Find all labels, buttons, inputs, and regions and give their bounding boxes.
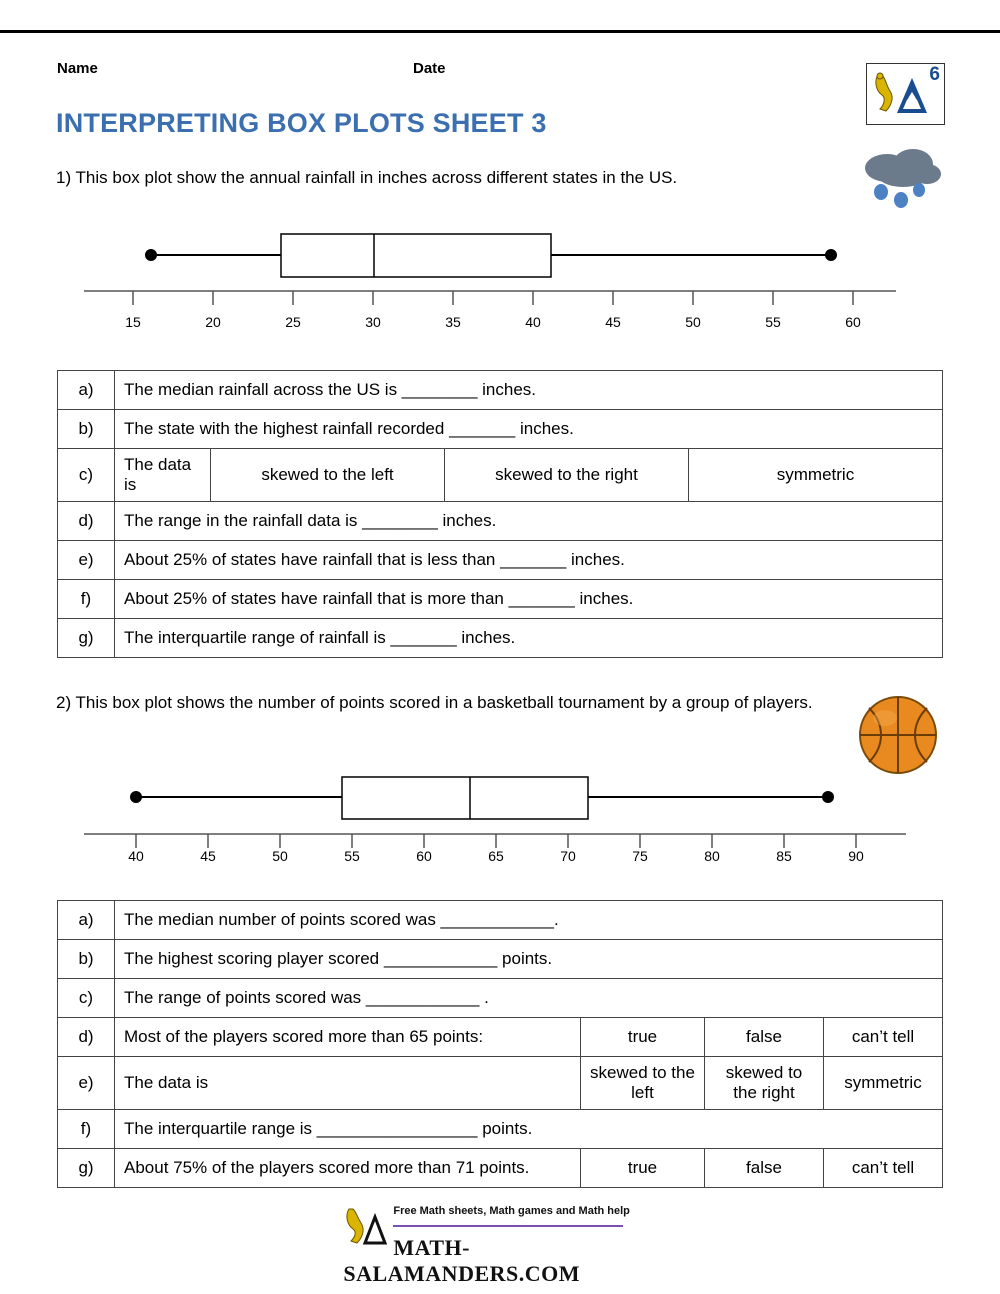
- table-row: [58, 449, 943, 502]
- top-divider: [0, 30, 1000, 33]
- table-row: [58, 940, 943, 979]
- table-row: [58, 901, 943, 940]
- footer: [0, 1205, 1000, 1287]
- box-plot-2-tick-label: 40: [128, 848, 144, 864]
- question-2-text: 2) This box plot shows the number of points scored in a basketball tournament by a group of players.: [56, 693, 813, 712]
- row-question-text: The interquartile range is _________________ points.: [115, 1110, 943, 1149]
- question-2-answer-table: [57, 900, 943, 1188]
- table-row: [58, 1018, 943, 1057]
- row-option-choice[interactable]: false: [705, 1018, 824, 1057]
- row-option-choice[interactable]: symmetric: [824, 1057, 943, 1110]
- box-plot-2-tick-label: 70: [560, 848, 576, 864]
- table-row: [58, 580, 943, 619]
- row-question-text: About 25% of states have rainfall that is more than _______ inches.: [115, 580, 943, 619]
- row-letter: d): [58, 502, 115, 541]
- box-plot-2-tick-label: 65: [488, 848, 504, 864]
- rain-cloud-icon: [855, 140, 955, 220]
- row-question-text: About 75% of the players scored more than 71 points.: [115, 1149, 581, 1188]
- row-option-choice[interactable]: can’t tell: [824, 1018, 943, 1057]
- row-question-text: The data is: [115, 1057, 581, 1110]
- box-plot-2-tick-label: 55: [344, 848, 360, 864]
- basketball-icon: [855, 692, 941, 778]
- row-question-text: The median number of points scored was ____________.: [115, 901, 943, 940]
- box-plot-1-tick-label: 50: [685, 314, 701, 330]
- box-plot-1-tick-label: 25: [285, 314, 301, 330]
- box-plot-2-tick-label: 80: [704, 848, 720, 864]
- row-question-text: The interquartile range of rainfall is _______ inches.: [115, 619, 943, 658]
- row-question-text: About 25% of states have rainfall that is less than _______ inches.: [115, 541, 943, 580]
- question-1-answer-table: [57, 370, 943, 658]
- row-question-text: The highest scoring player scored ____________ points.: [115, 940, 943, 979]
- row-letter: b): [58, 410, 115, 449]
- box-plot-1: [56, 225, 946, 340]
- table-row: [58, 1057, 943, 1110]
- row-letter: a): [58, 371, 115, 410]
- row-option-choice[interactable]: skewed to the right: [445, 449, 689, 502]
- row-letter: b): [58, 940, 115, 979]
- box-plot-2: [56, 772, 946, 882]
- footer-salamander-icon: [343, 1205, 389, 1245]
- grade-badge-number: 6: [929, 64, 940, 85]
- footer-tagline: Free Math sheets, Math games and Math help: [393, 1205, 630, 1217]
- table-row: [58, 541, 943, 580]
- box-plot-1-tick-label: 20: [205, 314, 221, 330]
- box-plot-2-tick-label: 90: [848, 848, 864, 864]
- question-1-text: 1) This box plot show the annual rainfall in inches across different states in the US.: [56, 168, 678, 187]
- row-option-choice[interactable]: true: [581, 1018, 705, 1057]
- row-question-text: The median rainfall across the US is ________ inches.: [115, 371, 943, 410]
- box-plot-1-tick-label: 55: [765, 314, 781, 330]
- table-row: [58, 410, 943, 449]
- table-row: [58, 619, 943, 658]
- table-row: [58, 502, 943, 541]
- box-plot-2-tick-label: 45: [200, 848, 216, 864]
- grade-badge: [866, 63, 945, 125]
- row-question-text: The state with the highest rainfall recorded _______ inches.: [115, 410, 943, 449]
- row-option-choice[interactable]: true: [581, 1149, 705, 1188]
- table-row: [58, 979, 943, 1018]
- box-plot-1-tick-label: 30: [365, 314, 381, 330]
- row-letter: c): [58, 979, 115, 1018]
- row-question-text: The range of points scored was ____________ .: [115, 979, 943, 1018]
- row-letter: e): [58, 541, 115, 580]
- box-plot-1-tick-label: 35: [445, 314, 461, 330]
- date-label: Date: [413, 60, 446, 77]
- table-row: [58, 371, 943, 410]
- row-question-text: Most of the players scored more than 65 points:: [115, 1018, 581, 1057]
- row-option-choice[interactable]: skewed to the right: [705, 1057, 824, 1110]
- row-option-choice[interactable]: can’t tell: [824, 1149, 943, 1188]
- row-letter: f): [58, 1110, 115, 1149]
- row-option-choice[interactable]: skewed to the left: [581, 1057, 705, 1110]
- box-plot-1-tick-label: 60: [845, 314, 861, 330]
- box-plot-2-tick-label: 85: [776, 848, 792, 864]
- row-letter: a): [58, 901, 115, 940]
- box-plot-1-tick-label: 45: [605, 314, 621, 330]
- footer-logo-text: MATH-SALAMANDERS.COM: [343, 1235, 581, 1286]
- table-row: [58, 1149, 943, 1188]
- name-label: Name: [57, 60, 98, 77]
- box-plot-2-tick-label: 50: [272, 848, 288, 864]
- footer-divider: [393, 1225, 623, 1227]
- box-plot-1-tick-label: 40: [525, 314, 541, 330]
- page-title: INTERPRETING BOX PLOTS SHEET 3: [56, 108, 547, 138]
- row-option-choice[interactable]: false: [705, 1149, 824, 1188]
- box-plot-2-tick-label: 60: [416, 848, 432, 864]
- row-letter: g): [58, 1149, 115, 1188]
- row-letter: f): [58, 580, 115, 619]
- row-option-choice[interactable]: symmetric: [689, 449, 943, 502]
- row-letter: d): [58, 1018, 115, 1057]
- table-row: [58, 1110, 943, 1149]
- row-letter: c): [58, 449, 115, 502]
- box-plot-1-tick-label: 15: [125, 314, 141, 330]
- row-option-choice[interactable]: skewed to the left: [211, 449, 445, 502]
- row-question-text: The range in the rainfall data is ________ inches.: [115, 502, 943, 541]
- salamander-logo-icon: [872, 69, 934, 117]
- row-question-text: The data is: [115, 449, 211, 502]
- row-letter: g): [58, 619, 115, 658]
- box-plot-2-tick-label: 75: [632, 848, 648, 864]
- row-letter: e): [58, 1057, 115, 1110]
